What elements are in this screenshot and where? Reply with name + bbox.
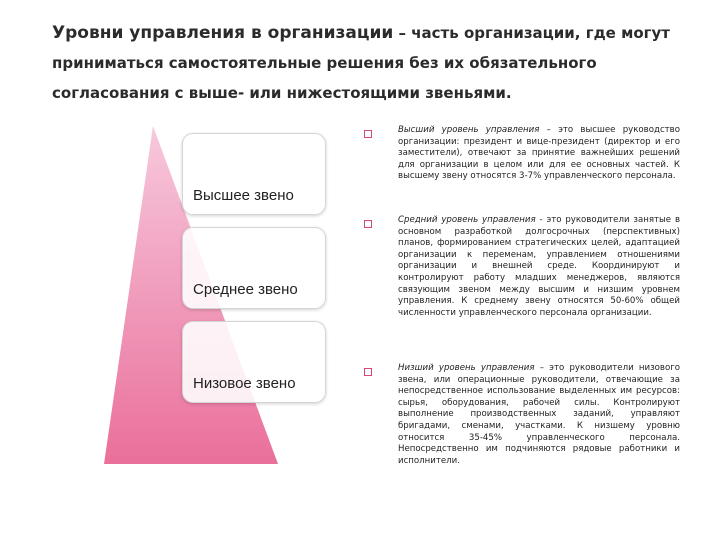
bullet-icon — [364, 220, 372, 228]
text-middle-level: - это руководители занятые в основном разработкой долгосрочных (перспективных) планов, формированием стратегических целей, адаптацией организации к переменам, управлением отношениями организации и внешней среде. Координируют и контролируют работу младших менеджеров, являются связующим звеном между высшим и низшим уровнем управления. К среднему звену относятся 50-60% общей численности управленческого персонала организации. — [398, 215, 681, 318]
title-rest: – часть организации, где могут приниматься самостоятельные решения без их обязательного согласования с выше- или нижестоящими звеньями. — [52, 24, 670, 102]
bullet-icon — [364, 130, 372, 138]
description-middle-level — [398, 215, 680, 319]
text-lower-level: – это руководители низового звена, или операционные руководители, отвечающие за непосредственное использование выделенных им ресурсов: сырья, оборудования, рабочей силы. Контролируют выполнение производственных заданий, управляют бригадами, сменами, участками. К низшему уровню относится 35-45% управленческого персонала. Непосредственно им подчиняются рядовые работники и исполнители. — [398, 363, 680, 466]
level-label-bottom: Низовое звено — [193, 375, 296, 392]
level-box-top — [182, 133, 326, 215]
level-box-middle — [182, 227, 326, 309]
level-box-bottom — [182, 321, 326, 403]
title-main: Уровни управления в организации — [52, 23, 394, 43]
bullet-icon — [364, 368, 372, 376]
term-lower-level: Низший уровень управления — [398, 363, 535, 373]
description-lower-level — [398, 363, 680, 467]
term-top-level: Высший уровень управления — [398, 125, 540, 135]
level-label-top: Высшее звено — [193, 187, 294, 204]
description-top-level — [398, 125, 680, 183]
level-label-middle: Среднее звено — [193, 281, 298, 298]
term-middle-level: Средний уровень управления — [398, 215, 536, 225]
text-top-level: – это высшее руководство организации: президент и вице-президент (директор и его заместители), отвечают за принятие важнейших решений для организации в целом или для ее основных частей. К высшему звену относятся 3-7% управленческого персонала. — [398, 125, 680, 182]
